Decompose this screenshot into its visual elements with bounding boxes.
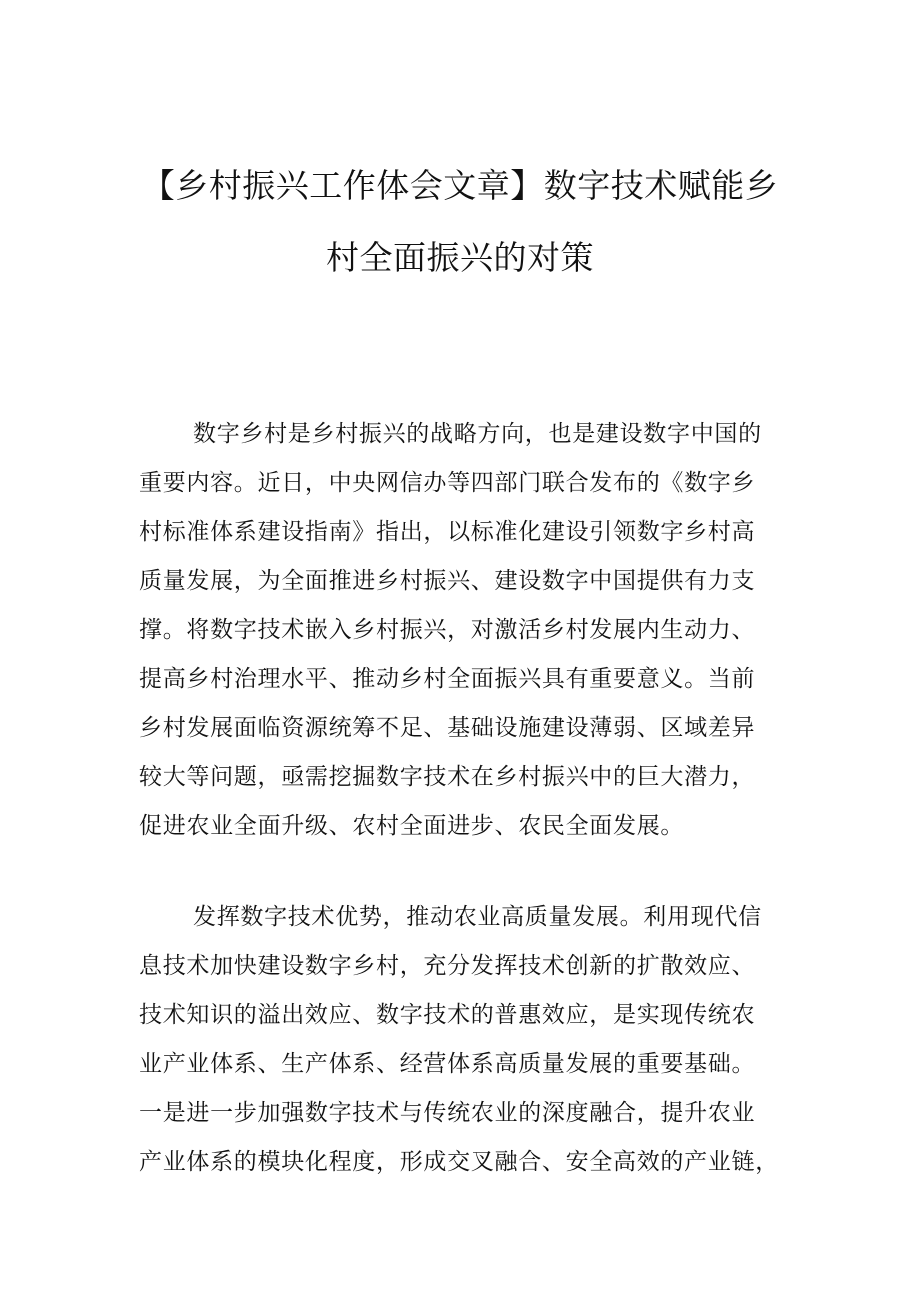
body-paragraph-1 [139, 410, 804, 851]
title-line-2: 村全面振兴的对策 [326, 238, 594, 277]
paragraph-line: 质量发展，为全面推进乡村振兴、建设数字中国提供有力支 [139, 568, 756, 594]
paragraph-line: 数字乡村是乡村振兴的战略方向，也是建设数字中国的 [193, 421, 762, 447]
paragraph-line: 提高乡村治理水平、推动乡村全面振兴具有重要意义。当前 [139, 666, 756, 692]
paragraph-line: 息技术加快建设数字乡村，充分发挥技术创新的扩散效应、 [139, 953, 756, 979]
body-paragraph-2 [139, 893, 804, 1187]
document-title [120, 150, 800, 294]
paragraph-line: 发挥数字技术优势，推动农业高质量发展。利用现代信 [193, 904, 762, 930]
paragraph-line: 产业体系的模块化程度，形成交叉融合、安全高效的产业链， [139, 1149, 779, 1175]
paragraph-line: 村标准体系建设指南》指出，以标准化建设引领数字乡村高 [139, 519, 756, 545]
paragraph-line: 促进农业全面升级、农村全面进步、农民全面发展。 [139, 813, 685, 839]
paragraph-line: 技术知识的溢出效应、数字技术的普惠效应，是实现传统农 [139, 1002, 756, 1028]
paragraph-line: 乡村发展面临资源统筹不足、基础设施建设薄弱、区域差异 [139, 715, 756, 741]
paragraph-line: 较大等问题，亟需挖掘数字技术在乡村振兴中的巨大潜力， [139, 764, 756, 790]
paragraph-line: 一是进一步加强数字技术与传统农业的深度融合，提升农业 [139, 1100, 756, 1126]
paragraph-line: 业产业体系、生产体系、经营体系高质量发展的重要基础。 [139, 1051, 756, 1077]
title-line-1: 【乡村振兴工作体会文章】数字技术赋能乡 [141, 166, 779, 205]
paragraph-line: 撑。将数字技术嵌入乡村振兴，对激活乡村发展内生动力、 [139, 617, 756, 643]
paragraph-line: 重要内容。近日，中央网信办等四部门联合发布的《数字乡 [139, 470, 756, 496]
